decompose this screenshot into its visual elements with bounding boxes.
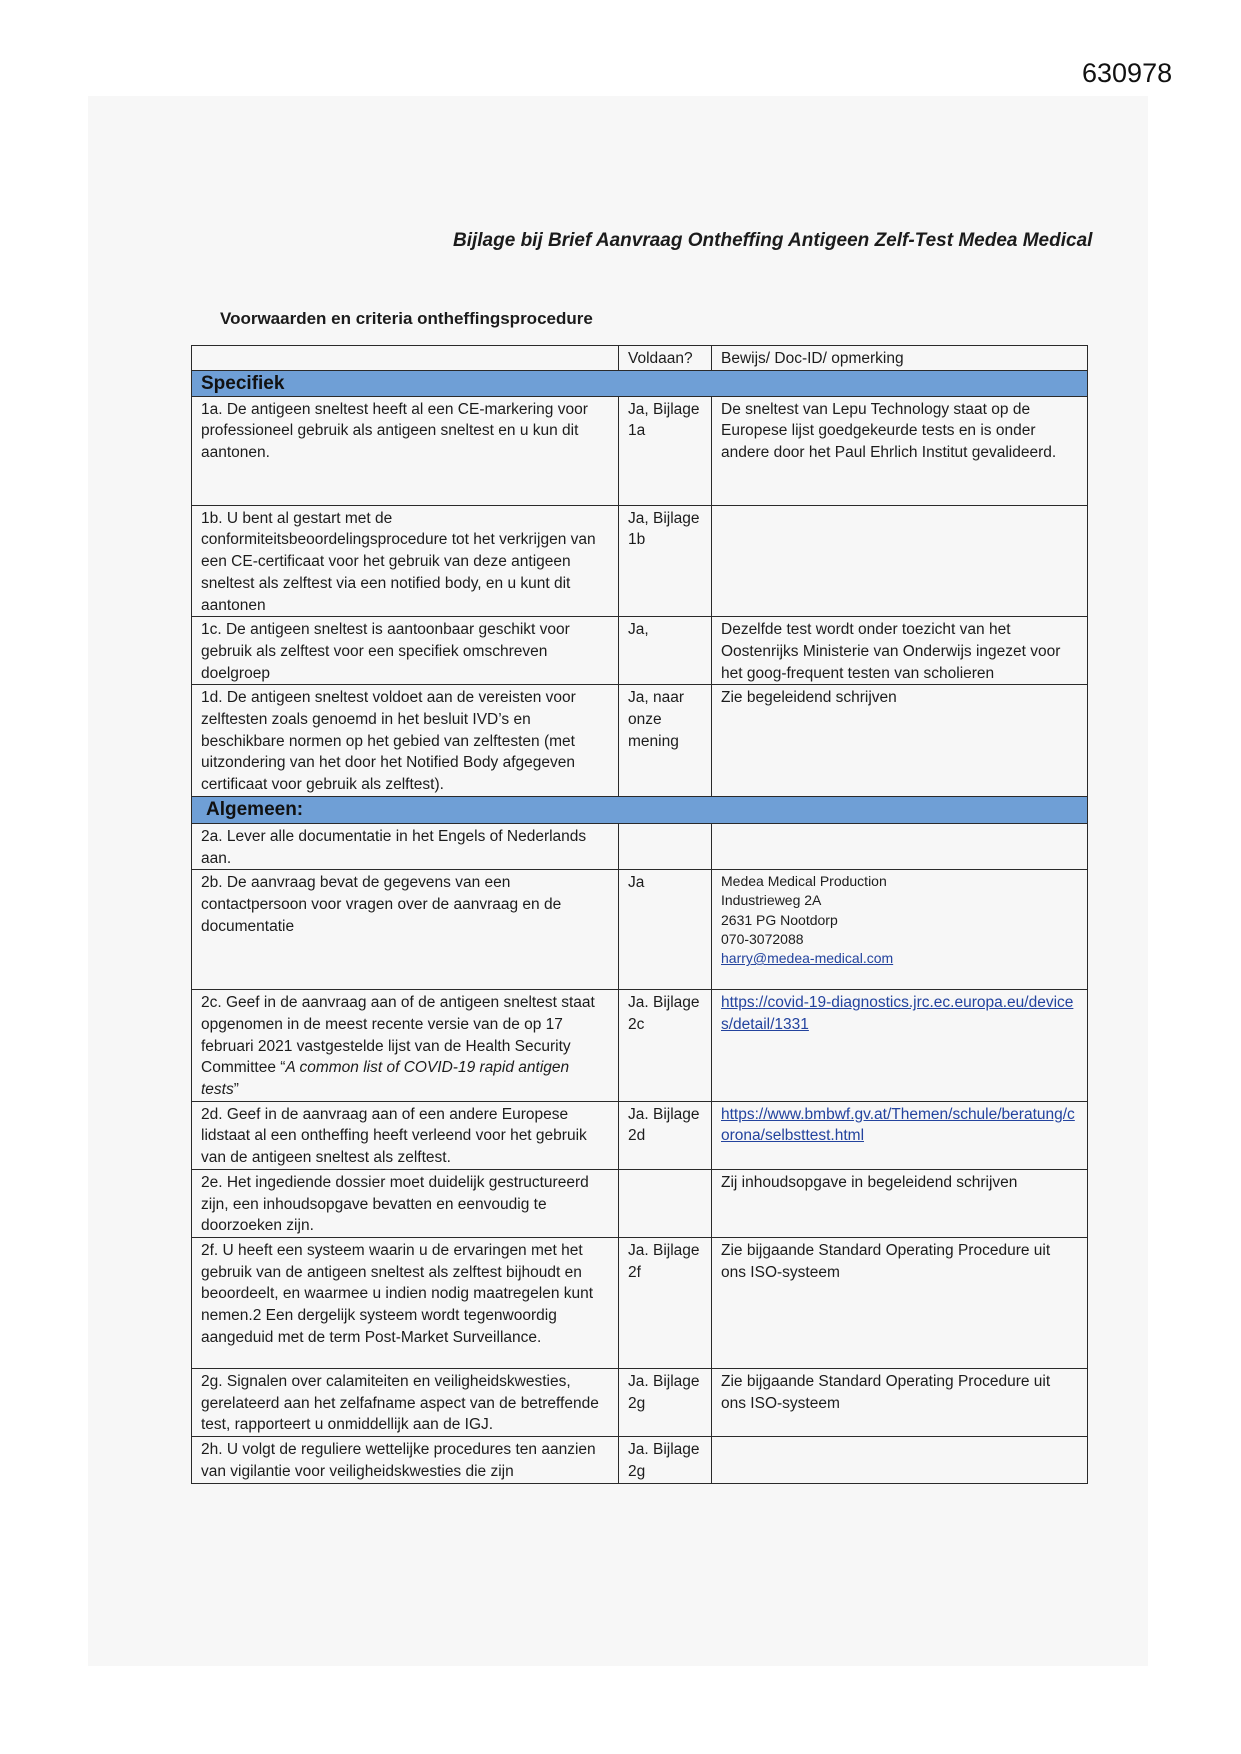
table-row: [192, 870, 1088, 990]
section-row-algemeen: [192, 796, 1088, 823]
remark-cell: [712, 990, 1088, 1102]
remark-cell: Zie bijgaande Standard Operating Procedure uit ons ISO-systeem: [712, 1368, 1088, 1436]
voldaan-cell: Ja, Bijlage 1b: [619, 505, 712, 617]
table-row: [192, 505, 1088, 617]
criterion-quote-end: ”: [233, 1081, 239, 1099]
remark-cell: Zie bijgaande Standard Operating Procedure uit ons ISO-systeem: [712, 1237, 1088, 1368]
criterion-cell: 1d. De antigeen sneltest voldoet aan de vereisten voor zelftesten zoals genoemd in het besluit IVD’s en beschikbare normen op het gebied van zelftesten (met uitzondering van het door het Notified Body afgegeven certificaat voor gebruik als zelftest).: [192, 685, 619, 797]
criterion-cell: 1a. De antigeen sneltest heeft al een CE-markering voor professioneel gebruik als antigeen sneltest en u kun dit aantonen.: [192, 396, 619, 505]
contact-email-link[interactable]: harry@medea-medical.com: [721, 950, 894, 967]
table-row: [192, 1368, 1088, 1436]
criterion-cell: 1b. U bent al gestart met de conformiteitsbeoordelingsprocedure tot het verkrijgen van een CE-certificaat voor het gebruik van deze antigeen sneltest als zelftest via een notified body, en u kunt dit aantonen: [192, 505, 619, 617]
eu-common-list-link[interactable]: https://covid-19-diagnostics.jrc.ec.europa.eu/devices/detail/1331: [721, 994, 1074, 1033]
table-header-row: [192, 346, 1088, 371]
remark-cell: De sneltest van Lepu Technology staat op de Europese lijst goedgekeurde tests en is onder andere door het Paul Ehrlich Institut gevalideerd.: [712, 396, 1088, 505]
document-number: 630978: [1082, 58, 1173, 88]
remark-cell: [712, 1101, 1088, 1169]
remark-cell: [712, 505, 1088, 617]
criterion-text: 2c. Geef in de aanvraag aan of de antigeen sneltest staat opgenomen in de meest recente versie van de op 17 februari 2021 vastgestelde lijst van de Health Security Committee “: [201, 994, 595, 1077]
remark-cell: [712, 1437, 1088, 1483]
criterion-italic-text: A common list of COVID-19 rapid antigen tests: [201, 1059, 570, 1099]
table-row: [192, 685, 1088, 797]
voldaan-cell: Ja, naar onze mening: [619, 685, 712, 797]
table-row: [192, 1237, 1088, 1368]
header-bewijs: Bewijs/ Doc-ID/ opmerking: [712, 346, 1088, 371]
voldaan-cell: Ja. Bijlage 2f: [619, 1237, 712, 1368]
voldaan-cell: [619, 1169, 712, 1237]
criteria-table: [191, 345, 1088, 1484]
section-row-specifiek: [192, 370, 1088, 396]
criterion-cell: 2e. Het ingediende dossier moet duidelijk gestructureerd zijn, een inhoudsopgave bevatten en eenvoudig te doorzoeken zijn.: [192, 1169, 619, 1237]
section-subheading: Voorwaarden en criteria ontheffingsprocedure: [220, 309, 593, 328]
remark-cell: [712, 823, 1088, 869]
voldaan-cell: Ja,: [619, 617, 712, 685]
bmbwf-selbsttest-link[interactable]: https://www.bmbwf.gv.at/Themen/schule/beratung/corona/selbsttest.html: [721, 1105, 1075, 1145]
remark-cell: Zij inhoudsopgave in begeleidend schrijven: [712, 1169, 1088, 1237]
voldaan-cell: [619, 823, 712, 869]
contact-company: Medea Medical Production: [721, 873, 887, 890]
table-row: [192, 1169, 1088, 1237]
criterion-cell: 2g. Signalen over calamiteiten en veiligheidskwesties, gerelateerd aan het zelfafname aspect van de betreffende test, rapporteert u onmiddellijk aan de IGJ.: [192, 1368, 619, 1436]
document-heading: Bijlage bij Brief Aanvraag Ontheffing Antigeen Zelf-Test Medea Medical: [453, 230, 1093, 251]
remark-cell: Dezelfde test wordt onder toezicht van het Oostenrijks Ministerie van Onderwijs ingezet voor het goog-frequent testen van scholieren: [712, 617, 1088, 685]
contact-city: 2631 PG Nootdorp: [721, 911, 838, 928]
contact-street: Industrieweg 2A: [721, 892, 822, 909]
table-row: [192, 617, 1088, 685]
voldaan-cell: Ja. Bijlage 2d: [619, 1101, 712, 1169]
table-row: [192, 990, 1088, 1102]
header-voldaan: Voldaan?: [619, 346, 712, 371]
voldaan-cell: Ja, Bijlage 1a: [619, 396, 712, 505]
table-row: [192, 823, 1088, 869]
remark-cell: Zie begeleidend schrijven: [712, 685, 1088, 797]
criterion-cell: 2b. De aanvraag bevat de gegevens van een contactpersoon voor vragen over de aanvraag en de documentatie: [192, 870, 619, 990]
criterion-cell: 2f. U heeft een systeem waarin u de ervaringen met het gebruik van de antigeen sneltest als zelftest bijhoudt en beoordeelt, en waarmee u indien nodig maatregelen kunt nemen.2 Een dergelijk systeem wordt tegenwoordig aangeduid met de term Post-Market Surveillance.: [192, 1237, 619, 1368]
criterion-cell: 2a. Lever alle documentatie in het Engels of Nederlands aan.: [192, 823, 619, 869]
criterion-cell: 1c. De antigeen sneltest is aantoonbaar geschikt voor gebruik als zelftest voor een specifiek omschreven doelgroep: [192, 617, 619, 685]
criterion-cell: 2d. Geef in de aanvraag aan of een andere Europese lidstaat al een ontheffing heeft verleend voor het gebruik van de antigeen sneltest als zelftest.: [192, 1101, 619, 1169]
criterion-cell: [192, 990, 619, 1102]
criterion-cell: 2h. U volgt de reguliere wettelijke procedures ten aanzien van vigilantie voor veiligheidskwesties die zijn: [192, 1437, 619, 1483]
voldaan-cell: Ja. Bijlage 2g: [619, 1437, 712, 1483]
voldaan-cell: Ja. Bijlage 2c: [619, 990, 712, 1102]
voldaan-cell: Ja: [619, 870, 712, 990]
header-criterion: [192, 346, 619, 371]
table-row: [192, 1437, 1088, 1483]
voldaan-cell: Ja. Bijlage 2g: [619, 1368, 712, 1436]
section-title-specifiek: Specifiek: [192, 370, 1088, 396]
table-row: [192, 1101, 1088, 1169]
contact-details-cell: [712, 870, 1088, 990]
contact-phone: 070-3072088: [721, 930, 804, 947]
section-title-algemeen: Algemeen:: [192, 796, 1088, 823]
table-row: [192, 396, 1088, 505]
